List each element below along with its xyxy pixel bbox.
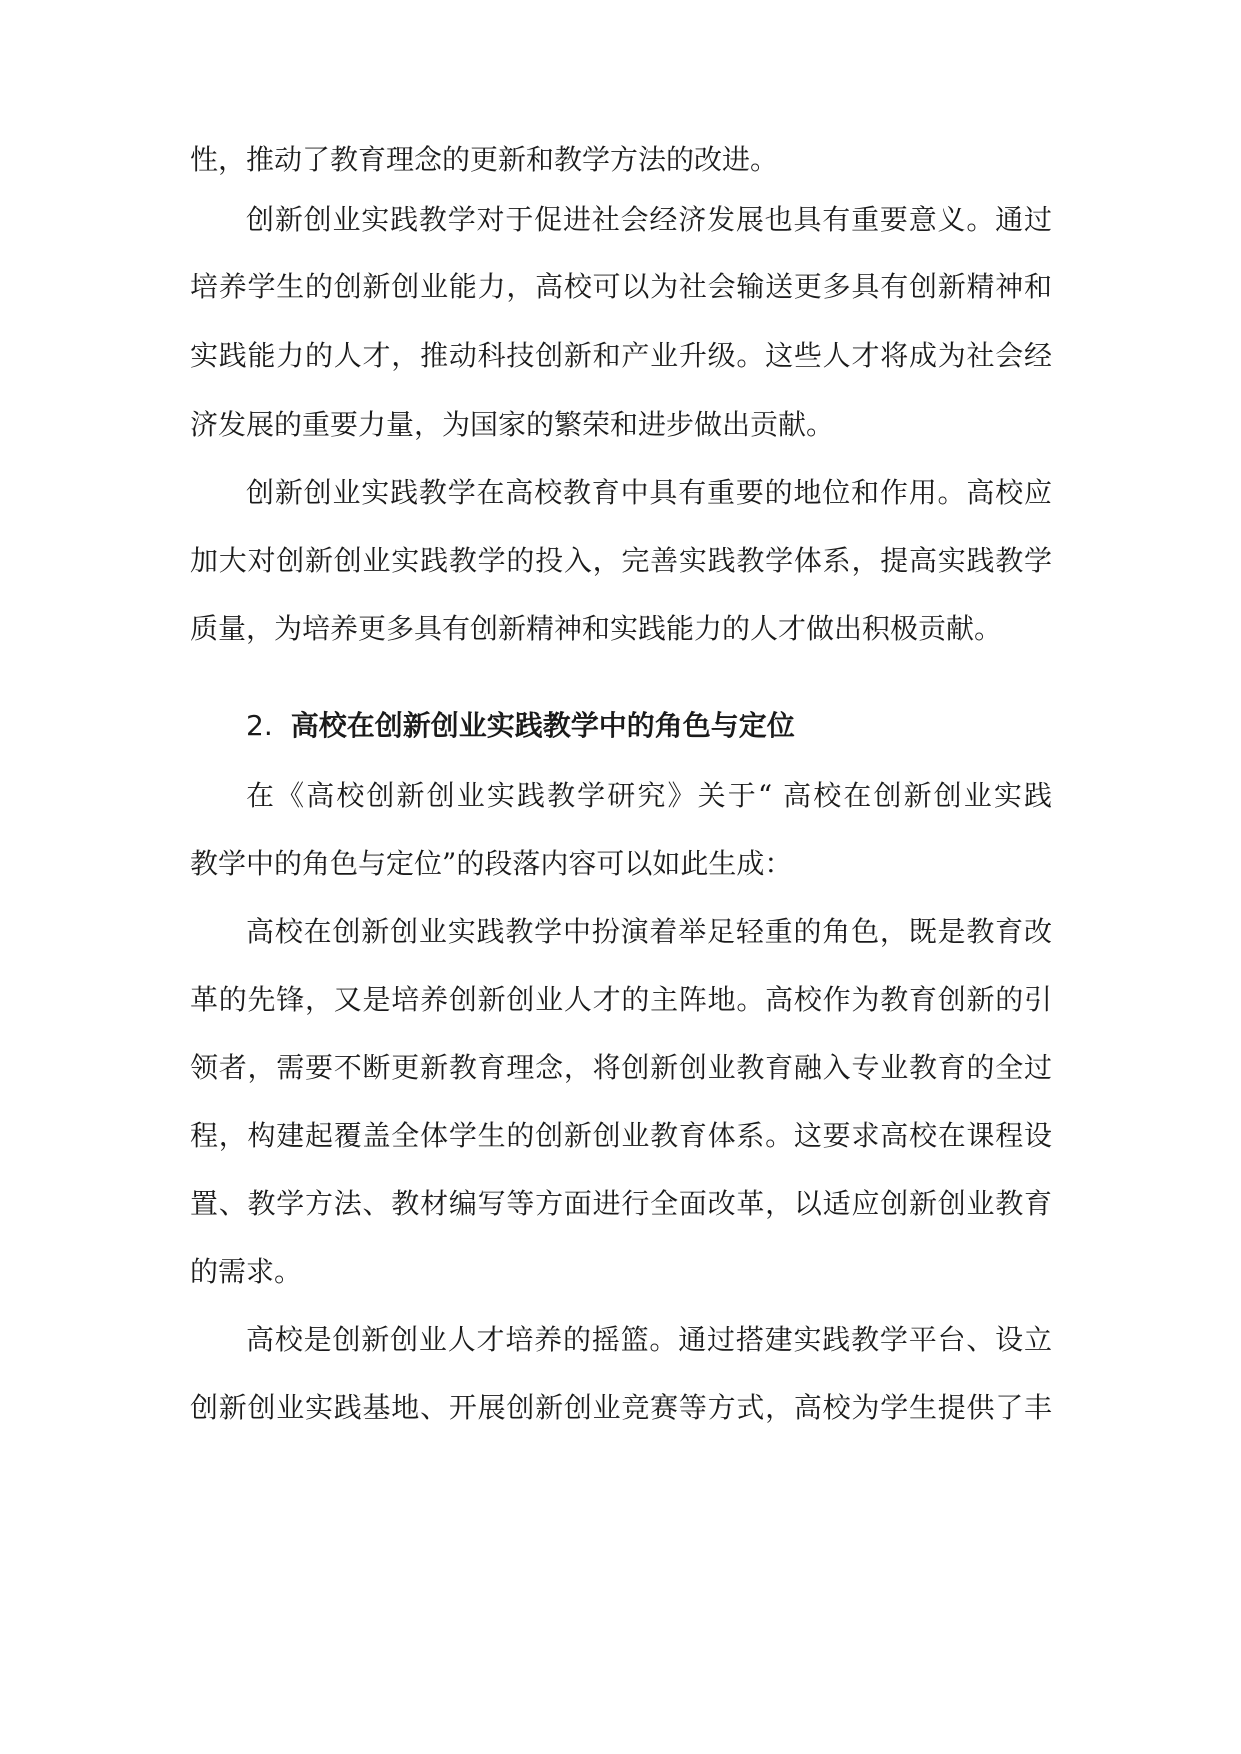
paragraph-line: 高校在创新创业实践教学中扮演着举足轻重的角色，既是教育改 <box>246 915 1052 948</box>
paragraph-line: 教学中的角色与定位”的段落内容可以如此生成： <box>190 847 793 880</box>
paragraph-line: 性，推动了教育理念的更新和教学方法的改进。 <box>190 143 779 176</box>
paragraph-line: 置、教学方法、教材编写等方面进行全面改革，以适应创新创业教育 <box>190 1187 1052 1220</box>
paragraph-line: 加大对创新创业实践教学的投入，完善实践教学体系，提高实践教学 <box>190 544 1052 577</box>
paragraph-line: 创新创业实践教学对于促进社会经济发展也具有重要意义。通过 <box>246 203 1052 236</box>
paragraph-line: 高校是创新创业人才培养的摇篮。通过搭建实践教学平台、设立 <box>246 1323 1052 1356</box>
paragraph-line: 的需求。 <box>190 1255 303 1288</box>
paragraph-line: 创新创业实践教学在高校教育中具有重要的地位和作用。高校应 <box>246 476 1052 509</box>
paragraph-line: 实践能力的人才，推动科技创新和产业升级。这些人才将成为社会经 <box>190 339 1052 372</box>
section-number: 2. <box>246 709 273 742</box>
paragraph-line: 创新创业实践基地、开展创新创业竞赛等方式，高校为学生提供了丰 <box>190 1391 1052 1424</box>
paragraph-line: 革的先锋，又是培养创新创业人才的主阵地。高校作为教育创新的引 <box>190 983 1052 1016</box>
section-title: 高校在创新创业实践教学中的角色与定位 <box>290 709 795 742</box>
paragraph-line: 领者，需要不断更新教育理念，将创新创业教育融入专业教育的全过 <box>190 1051 1052 1084</box>
paragraph-line: 质量，为培养更多具有创新精神和实践能力的人才做出积极贡献。 <box>190 612 1003 645</box>
section-heading <box>246 706 795 746</box>
paragraph-line: 在《高校创新创业实践教学研究》关于“ 高校在创新创业实践 <box>246 779 1052 812</box>
paragraph-line: 培养学生的创新创业能力，高校可以为社会输送更多具有创新精神和 <box>190 270 1052 303</box>
paragraph-line: 程，构建起覆盖全体学生的创新创业教育体系。这要求高校在课程设 <box>190 1119 1052 1152</box>
paragraph-line: 济发展的重要力量，为国家的繁荣和进步做出贡献。 <box>190 408 835 441</box>
